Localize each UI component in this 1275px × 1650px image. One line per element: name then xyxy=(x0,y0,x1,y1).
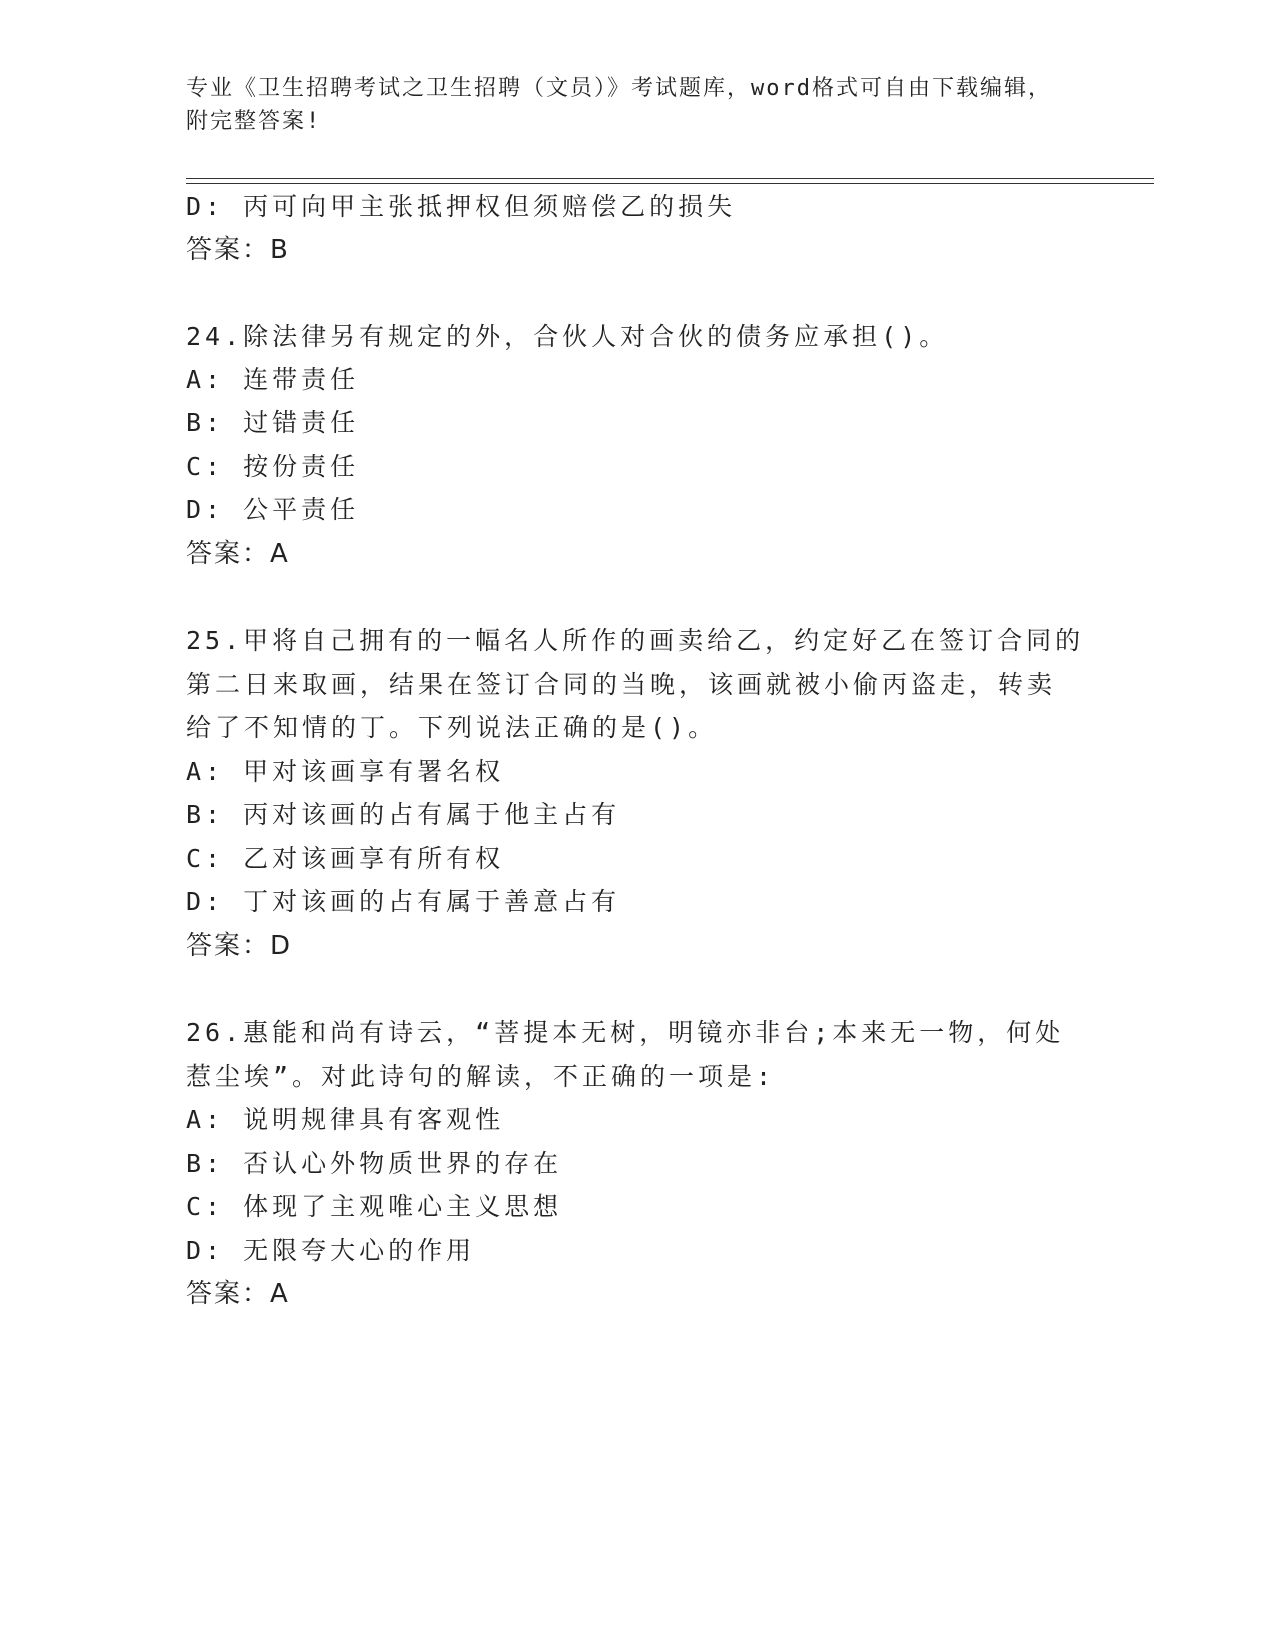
option-b: B: 丙对该画的占有属于他主占有 xyxy=(186,800,621,829)
option-d: D: 丁对该画的占有属于善意占有 xyxy=(186,887,621,916)
option-b: B: 否认心外物质世界的存在 xyxy=(186,1149,563,1178)
option-c: C: 体现了主观唯心主义思想 xyxy=(186,1192,563,1221)
option-a: A: 甲对该画享有署名权 xyxy=(186,757,505,786)
question-stem: 惹尘埃”。对此诗句的解读，不正确的一项是: xyxy=(186,1062,776,1091)
option-a: A: 连带责任 xyxy=(186,365,360,394)
question-stem: 给了不知情的丁。下列说法正确的是()。 xyxy=(186,713,718,742)
option-b: B: 过错责任 xyxy=(186,408,360,437)
option-d: D: 无限夸大心的作用 xyxy=(186,1236,476,1265)
question-stem: 25.甲将自己拥有的一幅名人所作的画卖给乙，约定好乙在签订合同的 xyxy=(186,626,1085,655)
answer-line: 答案：D xyxy=(186,931,293,961)
option-a: A: 说明规律具有客观性 xyxy=(186,1105,505,1134)
option-c: C: 乙对该画享有所有权 xyxy=(186,844,505,873)
answer-line: 答案：A xyxy=(186,539,290,569)
question-stem: 24.除法律另有规定的外，合伙人对合伙的债务应承担()。 xyxy=(186,322,949,351)
question-stem: 第二日来取画，结果在签订合同的当晚，该画就被小偷丙盗走，转卖 xyxy=(186,670,1057,699)
header-rule-top xyxy=(186,178,1154,179)
answer-line: 答案：A xyxy=(186,1279,290,1309)
option-c: C: 按份责任 xyxy=(186,452,360,481)
document-header: 专业《卫生招聘考试之卫生招聘（文员）》考试题库，word格式可自由下载编辑，附完整答案! xyxy=(186,76,1052,134)
option-d: D: 丙可向甲主张抵押权但须赔偿乙的损失 xyxy=(186,192,737,221)
option-d: D: 公平责任 xyxy=(186,495,360,524)
header-rule-bottom xyxy=(186,183,1154,184)
question-stem: 26.惠能和尚有诗云，“菩提本无树，明镜亦非台;本来无一物，何处 xyxy=(186,1018,1065,1047)
answer-line: 答案：B xyxy=(186,235,290,265)
